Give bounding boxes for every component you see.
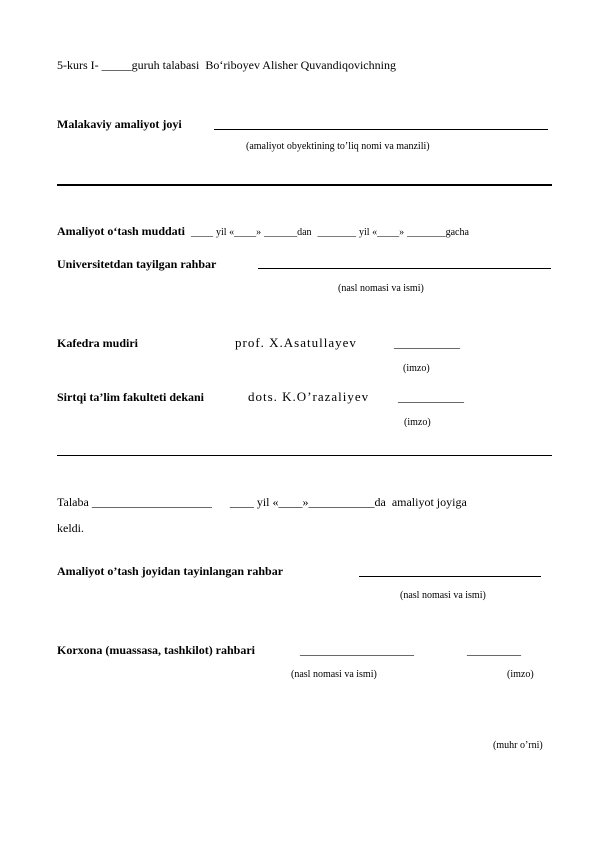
duration-label: Amaliyot o‘tash muddati xyxy=(57,224,186,238)
dean-label: Sirtqi ta’lim fakulteti dekani xyxy=(57,390,205,404)
duration-gacha: gacha xyxy=(445,227,469,238)
workplace-supervisor-field[interactable] xyxy=(359,576,541,577)
practice-place-caption: (amaliyot obyektining to’liq nomi va manzili) xyxy=(246,141,430,152)
practice-place-label: Malakaviy amaliyot joyi xyxy=(57,117,182,131)
duration-blank-6[interactable]: _______ xyxy=(407,226,446,238)
dean-signature[interactable]: ___________ xyxy=(398,390,464,404)
practice-place-field[interactable] xyxy=(214,129,548,130)
department-head-label: Kafedra mudiri xyxy=(57,336,138,350)
duration-close-2: » xyxy=(399,227,405,238)
enterprise-head-label: Korxona (muassasa, tashkilot) rahbari xyxy=(57,643,256,657)
arrival-da: da xyxy=(374,495,386,509)
dean-caption: (imzo) xyxy=(404,417,431,428)
enterprise-head-name-field[interactable]: ___________________ xyxy=(300,643,414,657)
arrival-keldi: keldi. xyxy=(57,521,84,535)
workplace-supervisor-caption: (nasl nomasi va ismi) xyxy=(400,590,486,601)
enterprise-head-signature[interactable]: _________ xyxy=(467,643,521,657)
department-head-name: prof. X.Asatullayev xyxy=(235,335,357,350)
dean-name: dots. K.O’razaliyev xyxy=(248,389,370,404)
duration-blank-2[interactable]: ____ xyxy=(234,226,257,238)
university-supervisor-caption: (nasl nomasi va ismi) xyxy=(338,283,424,294)
arrival-blank-4[interactable]: ___________ xyxy=(308,495,375,509)
arrival-yil: yil « xyxy=(256,495,279,509)
arrival-talaba: Talaba xyxy=(57,495,89,509)
enterprise-head-sign-caption: (imzo) xyxy=(507,669,534,680)
workplace-supervisor-label: Amaliyot o’tash joyidan tayinlangan rahbar xyxy=(57,564,284,578)
duration-yil-1: yil « xyxy=(216,227,235,238)
enterprise-head-name-caption: (nasl nomasi va ismi) xyxy=(291,669,377,680)
arrival-tail: amaliyot joyiga xyxy=(391,495,467,509)
duration-blank-5[interactable]: ____ xyxy=(377,226,400,238)
arrival-line xyxy=(57,496,467,508)
stamp-caption: (muhr o’rni) xyxy=(493,740,543,751)
duration-blank-3[interactable]: ______ xyxy=(264,226,298,238)
arrival-close: » xyxy=(302,495,309,509)
university-supervisor-field[interactable] xyxy=(258,268,551,269)
group-blank[interactable]: _____ xyxy=(101,58,132,72)
duration-close-1: » xyxy=(256,227,262,238)
department-head-caption: (imzo) xyxy=(403,363,430,374)
divider-thick xyxy=(57,184,552,186)
department-head-signature[interactable]: ___________ xyxy=(394,336,460,350)
arrival-blank-3[interactable]: ____ xyxy=(278,495,303,509)
duration-blank-1[interactable]: ____ xyxy=(191,226,214,238)
university-supervisor-label: Universitetdan tayilgan rahbar xyxy=(57,257,217,271)
divider-thin xyxy=(57,455,552,456)
duration-dan: dan xyxy=(297,227,312,238)
duration-yil-2: yil « xyxy=(359,227,378,238)
group-text: guruh talabasi xyxy=(131,58,200,72)
student-line xyxy=(57,59,396,71)
student-name: Bo‘riboyev Alisher Quvandiqovichning xyxy=(205,58,396,72)
course-text: 5-kurs I- xyxy=(57,58,102,72)
duration-blank-4[interactable]: _______ xyxy=(317,226,357,238)
duration-line xyxy=(57,225,469,238)
arrival-blank-1[interactable]: ____________________ xyxy=(91,495,212,509)
arrival-blank-2[interactable]: ____ xyxy=(229,495,254,509)
